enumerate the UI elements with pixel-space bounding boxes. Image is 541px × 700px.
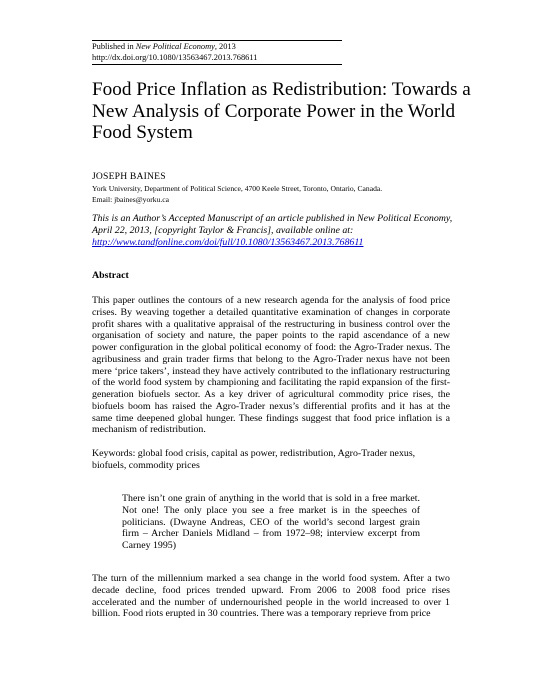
abstract-text: This paper outlines the contours of a new research agenda for the analysis of food price crises. By weaving together a detailed quantitative examination of changes in corporate profit shares with a qualitative appraisal of the restructuring in business control over the organisation of society and nature, the paper points to the rapid ascendance of a new power configuration in the global political economy of food: the Agro-Trader nexus. The agribusiness and grain trader firms that belong to the Agro-Trader nexus have not been mere ‘price takers’, instead they have actively contributed to the inflationary restructuring of the world food system by championing and facilitating the rapid expansion of the first-generation biofuels sector. As a key driver of agricultural commodity price rises, the biofuels boom has raised the Agro-Trader nexus’s differential profits and it has at the same time deepened global hunger. These findings suggest that food price inflation is a mechanism of redistribution. (92, 295, 450, 436)
doi-line: http://dx.doi.org/10.1080/13563467.2013.768611 (92, 52, 258, 62)
published-prefix: Published in (92, 42, 136, 51)
author-affiliation-block (92, 184, 452, 205)
body-paragraph: The turn of the millennium marked a sea change in the world food system. After a two decade decline, food prices trended upward. From 2006 to 2008 food price rises accelerated and the number of undernourished people in the world increased to over 1 billion. Food riots erupted in 30 countries. There was a temporary reprieve from price (92, 573, 450, 620)
keywords: Keywords: global food crisis, capital as power, redistribution, Agro-Trader nexus, biofuels, commodity prices (92, 448, 416, 471)
paper-title: Food Price Inflation as Redistribution: Towards a New Analysis of Corporate Power in the World Food System (92, 79, 471, 144)
article-link[interactable]: http://www.tandfonline.com/doi/full/10.1080/13563467.2013.768611 (92, 236, 364, 248)
epigraph-quote: There isn’t one grain of anything in the world that is sold in a free market. Not one! The only place you see a free market is in the speeches of politicians. (Dwayne Andreas, CEO of the world’s second largest grain firm – Archer Daniels Midland – from 1972–98; interview excerpt from Carney 1995) (122, 493, 420, 552)
author-name: JOSEPH BAINES (92, 171, 166, 182)
publication-info (92, 42, 257, 63)
author-email: Email: jbaines@yorku.ca (92, 194, 170, 204)
abstract-heading: Abstract (92, 270, 129, 281)
accepted-manuscript-note (92, 213, 462, 249)
published-line (92, 42, 257, 53)
journal-name: New Political Economy (135, 42, 215, 51)
affiliation: York University, Department of Political Science, 4700 Keele Street, Toronto, Ontario, Canada. (92, 184, 383, 193)
header-rule-top (92, 40, 342, 41)
publication-year: , 2013 (214, 42, 236, 51)
accepted-note-text: This is an Author’s Accepted Manuscript of an article published in New Political Economy, April 22, 2013, [copyright Taylor & Francis], available online at: (92, 213, 453, 236)
header-rule-bottom (92, 64, 342, 65)
